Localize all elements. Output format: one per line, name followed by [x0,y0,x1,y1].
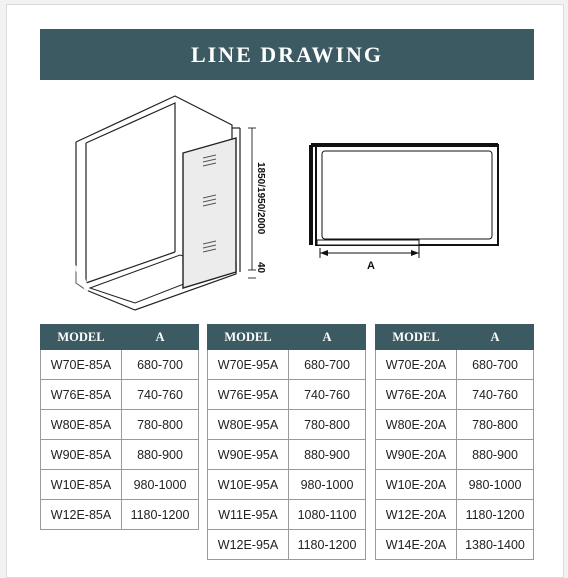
model-table-95a [207,324,366,560]
section-banner: LINE DRAWING [40,29,534,80]
height-dimension-label: 1850/1950/2000 [255,162,266,235]
size-cell: 880-900 [122,440,199,470]
table-row [41,410,199,440]
model-cell: W80E-95A [208,410,289,440]
size-cell: 880-900 [289,440,366,470]
size-cell: 740-760 [289,380,366,410]
table-row [376,470,534,500]
size-cell: 740-760 [122,380,199,410]
table-row [208,530,366,560]
model-cell: W70E-95A [208,350,289,380]
table-row [41,350,199,380]
column-header-model: MODEL [208,325,289,350]
table-row [376,380,534,410]
table-row [208,500,366,530]
plan-view [311,145,498,258]
model-cell: W80E-20A [376,410,457,440]
size-cell: 680-700 [289,350,366,380]
previous-button[interactable] [18,257,88,327]
plan-dimension-label: A [367,260,375,272]
column-header-model: MODEL [376,325,457,350]
size-cell: 780-800 [289,410,366,440]
table-header-row [376,325,534,350]
table-row [208,470,366,500]
table-row [208,350,366,380]
model-cell: W90E-20A [376,440,457,470]
chevron-left-icon [22,261,84,323]
size-cell: 980-1000 [289,470,366,500]
size-cell: 1080-1100 [289,500,366,530]
size-cell: 740-760 [457,380,534,410]
table-row [376,500,534,530]
size-cell: 1180-1200 [289,530,366,560]
table-row [208,380,366,410]
model-cell: W10E-20A [376,470,457,500]
size-cell: 980-1000 [122,470,199,500]
table-row [376,440,534,470]
size-cell: 780-800 [457,410,534,440]
table-row [41,440,199,470]
size-cell: 1180-1200 [457,500,534,530]
column-header-a: A [289,325,366,350]
perspective-view [76,96,256,310]
next-button[interactable] [484,257,554,327]
chevron-right-icon [488,261,550,323]
model-cell: W14E-20A [376,530,457,560]
table-header-row [41,325,199,350]
model-cell: W70E-85A [41,350,122,380]
model-cell: W90E-95A [208,440,289,470]
column-header-a: A [457,325,534,350]
model-cell: W76E-95A [208,380,289,410]
model-cell: W10E-85A [41,470,122,500]
model-table-20a [375,324,534,560]
model-cell: W11E-95A [208,500,289,530]
bottom-dimension-label: 40 [255,262,266,274]
table-row [41,380,199,410]
size-cell: 1180-1200 [122,500,199,530]
model-cell: W10E-95A [208,470,289,500]
size-cell: 1380-1400 [457,530,534,560]
size-cell: 880-900 [457,440,534,470]
table-header-row [208,325,366,350]
model-cell: W90E-85A [41,440,122,470]
size-cell: 680-700 [122,350,199,380]
model-cell: W12E-85A [41,500,122,530]
size-cell: 680-700 [457,350,534,380]
column-header-model: MODEL [41,325,122,350]
model-cell: W12E-20A [376,500,457,530]
model-cell: W80E-85A [41,410,122,440]
model-cell: W76E-85A [41,380,122,410]
table-row [41,470,199,500]
size-cell: 780-800 [122,410,199,440]
column-header-a: A [122,325,199,350]
model-cell: W76E-20A [376,380,457,410]
size-cell: 980-1000 [457,470,534,500]
table-row [208,440,366,470]
table-row [376,350,534,380]
table-row [376,530,534,560]
model-cell: W12E-95A [208,530,289,560]
model-cell: W70E-20A [376,350,457,380]
table-row [208,410,366,440]
table-row [376,410,534,440]
model-table-85a [40,324,199,530]
table-row [41,500,199,530]
